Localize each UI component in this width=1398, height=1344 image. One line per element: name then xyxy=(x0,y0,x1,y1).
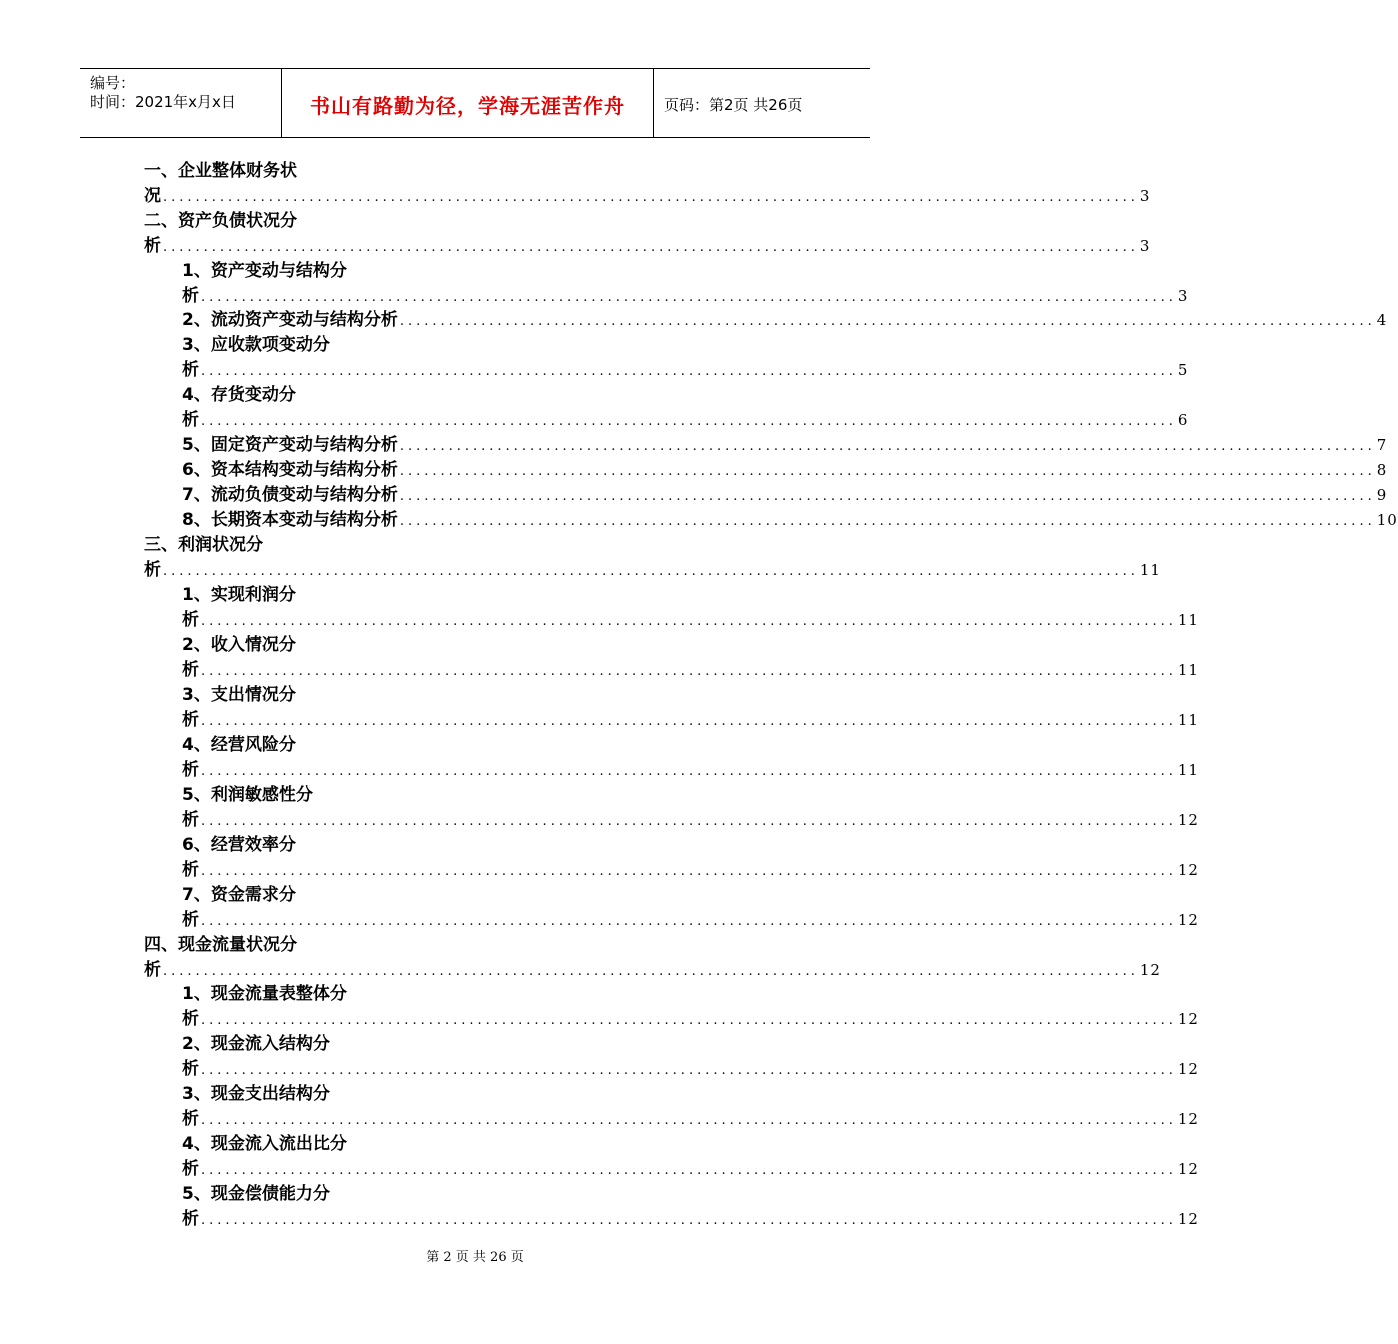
toc-page-number: 5 xyxy=(1177,361,1189,379)
toc-page-number: 11 xyxy=(1139,561,1161,579)
toc-entry-text: 析 xyxy=(182,760,199,780)
toc-leader-dots: ........................................................................................................................ xyxy=(163,564,1139,579)
toc-entry-text: 1、资产变动与结构分 xyxy=(182,261,347,281)
toc-page-number: 3 xyxy=(1139,237,1151,255)
toc-entry-text: 5、现金偿债能力分 xyxy=(182,1184,330,1204)
toc-page-number: 4 xyxy=(1376,311,1388,329)
toc-leader-dots: ........................................................................................................................ xyxy=(201,1013,1177,1028)
toc-entry-line xyxy=(144,185,1151,207)
toc-entry-line xyxy=(182,634,296,656)
toc-entry-line xyxy=(182,834,296,856)
toc-entry-text: 4、现金流入流出比分 xyxy=(182,1134,347,1154)
toc-entry-text: 1、实现利润分 xyxy=(182,585,296,605)
toc-entry-line xyxy=(182,359,1189,381)
date-label: 时间：2021年x月x日 xyxy=(90,93,236,111)
toc-page-number: 11 xyxy=(1177,761,1199,779)
toc-entry-line xyxy=(182,809,1199,831)
toc-entry-text: 析 xyxy=(182,1209,199,1229)
toc-leader-dots: ........................................................................................................................ xyxy=(201,290,1177,305)
toc-entry-text: 析 xyxy=(144,236,161,256)
toc-entry-line xyxy=(182,884,296,906)
toc-entry-text: 析 xyxy=(182,410,199,430)
motto-text: 书山有路勤为径，学海无涯苦作舟 xyxy=(310,94,625,118)
toc-entry-text: 析 xyxy=(182,660,199,680)
toc-entry-line xyxy=(182,659,1199,681)
toc-entry-line xyxy=(182,759,1199,781)
toc-entry-text: 析 xyxy=(182,860,199,880)
toc-entry-text: 1、现金流量表整体分 xyxy=(182,984,347,1004)
toc-entry-text: 6、经营效率分 xyxy=(182,835,296,855)
toc-entry-line xyxy=(182,1033,330,1055)
toc-entry-line xyxy=(182,709,1199,731)
toc-entry-line xyxy=(182,859,1199,881)
toc-page-number: 8 xyxy=(1376,461,1388,479)
toc-entry-text: 3、现金支出结构分 xyxy=(182,1084,330,1104)
toc-entry-text: 析 xyxy=(182,286,199,306)
toc-leader-dots: ........................................................................................................................ xyxy=(201,1113,1177,1128)
toc-page-number: 12 xyxy=(1177,1110,1199,1128)
toc-leader-dots: ........................................................................................................................ xyxy=(201,614,1177,629)
toc-entry-line xyxy=(182,1058,1199,1080)
toc-entry-line xyxy=(182,334,330,356)
toc-leader-dots: ........................................................................................................................ xyxy=(399,439,1376,454)
toc-page-number: 12 xyxy=(1177,1060,1199,1078)
toc-entry-text: 析 xyxy=(144,560,161,580)
toc-entry-text: 析 xyxy=(182,1009,199,1029)
toc-entry-line xyxy=(144,559,1161,581)
toc-leader-dots: ........................................................................................................................ xyxy=(201,414,1177,429)
toc-entry-line xyxy=(182,909,1199,931)
toc-entry-line xyxy=(182,484,1388,506)
toc-page-number: 7 xyxy=(1376,436,1388,454)
toc-page-number: 3 xyxy=(1177,287,1189,305)
toc-entry-line xyxy=(144,959,1161,981)
toc-entry-text: 析 xyxy=(182,1109,199,1129)
toc-entry-text: 3、应收款项变动分 xyxy=(182,335,330,355)
toc-leader-dots: ........................................................................................................................ xyxy=(201,914,1177,929)
toc-entry-line xyxy=(144,534,263,556)
toc-leader-dots: ........................................................................................................................ xyxy=(163,964,1139,979)
toc-page-number: 10 xyxy=(1376,511,1398,529)
toc-page-number: 12 xyxy=(1177,1010,1199,1028)
toc-page-number: 12 xyxy=(1177,911,1199,929)
toc-entry-line xyxy=(182,1158,1199,1180)
toc-entry-text: 析 xyxy=(182,1159,199,1179)
toc-page-number: 12 xyxy=(1139,961,1161,979)
toc-page-number: 11 xyxy=(1177,661,1199,679)
toc-entry-line xyxy=(182,734,296,756)
toc-entry-line xyxy=(144,934,297,956)
toc-entry-line xyxy=(182,509,1398,531)
toc-entry-text: 析 xyxy=(182,910,199,930)
toc-entry-line xyxy=(182,609,1199,631)
toc-entry-text: 5、利润敏感性分 xyxy=(182,785,313,805)
toc-entry-line xyxy=(182,1108,1199,1130)
serial-number-label: 编号： xyxy=(90,74,136,92)
toc-leader-dots: ........................................................................................................................ xyxy=(163,240,1139,255)
toc-entry-line xyxy=(182,459,1388,481)
toc-entry-line xyxy=(182,784,313,806)
toc-entry-text: 4、经营风险分 xyxy=(182,735,296,755)
toc-entry-text: 况 xyxy=(144,186,161,206)
toc-entry-line xyxy=(182,983,347,1005)
toc-entry-text: 二、资产负债状况分 xyxy=(144,211,297,231)
toc-entry-text: 4、存货变动分 xyxy=(182,385,296,405)
toc-leader-dots: ........................................................................................................................ xyxy=(399,489,1376,504)
toc-entry-line xyxy=(182,384,296,406)
toc-page-number: 12 xyxy=(1177,861,1199,879)
toc-page-number: 3 xyxy=(1139,187,1151,205)
toc-leader-dots: ........................................................................................................................ xyxy=(201,714,1177,729)
toc-page-number: 6 xyxy=(1177,411,1189,429)
toc-entry-text: 析 xyxy=(182,1059,199,1079)
toc-entry-line xyxy=(182,1183,330,1205)
toc-entry-line xyxy=(182,684,296,706)
toc-leader-dots: ........................................................................................................................ xyxy=(163,190,1139,205)
toc-leader-dots: ........................................................................................................................ xyxy=(201,664,1177,679)
toc-entry-text: 析 xyxy=(144,960,161,980)
toc-leader-dots: ........................................................................................................................ xyxy=(399,314,1376,329)
toc-entry-text: 2、流动资产变动与结构分析 xyxy=(182,310,398,330)
toc-leader-dots: ........................................................................................................................ xyxy=(201,1163,1177,1178)
toc-entry-line xyxy=(182,309,1388,331)
toc-entry-text: 析 xyxy=(182,610,199,630)
toc-entry-text: 2、收入情况分 xyxy=(182,635,296,655)
toc-leader-dots: ........................................................................................................................ xyxy=(201,364,1177,379)
header-page-info: 页码：第2页 共26页 xyxy=(664,96,803,114)
toc-entry-line xyxy=(182,1083,330,1105)
toc-entry-line xyxy=(144,210,297,232)
toc-entry-text: 2、现金流入结构分 xyxy=(182,1034,330,1054)
toc-page-number: 9 xyxy=(1376,486,1388,504)
toc-entry-text: 三、利润状况分 xyxy=(144,535,263,555)
toc-entry-text: 8、长期资本变动与结构分析 xyxy=(182,510,398,530)
toc-entry-text: 一、企业整体财务状 xyxy=(144,161,297,181)
toc-page-number: 12 xyxy=(1177,811,1199,829)
toc-leader-dots: ........................................................................................................................ xyxy=(201,814,1177,829)
toc-leader-dots: ........................................................................................................................ xyxy=(201,864,1177,879)
page-footer: 第 2 页 共 26 页 xyxy=(426,1250,524,1265)
toc-entry-text: 析 xyxy=(182,810,199,830)
toc-entry-text: 5、固定资产变动与结构分析 xyxy=(182,435,398,455)
toc-entry-line xyxy=(182,434,1388,456)
toc-entry-line xyxy=(144,160,297,182)
toc-entry-text: 6、资本结构变动与结构分析 xyxy=(182,460,398,480)
toc-leader-dots: ........................................................................................................................ xyxy=(201,1063,1177,1078)
toc-entry-text: 析 xyxy=(182,710,199,730)
toc-entry-line xyxy=(182,260,347,282)
toc-entry-text: 四、现金流量状况分 xyxy=(144,935,297,955)
toc-entry-line xyxy=(182,409,1189,431)
toc-leader-dots: ........................................................................................................................ xyxy=(201,1213,1177,1228)
toc-entry-text: 析 xyxy=(182,360,199,380)
toc-entry-line xyxy=(182,1008,1199,1030)
toc-page-number: 11 xyxy=(1177,711,1199,729)
toc-page-number: 12 xyxy=(1177,1210,1199,1228)
toc-entry-line xyxy=(182,584,296,606)
toc-leader-dots: ........................................................................................................................ xyxy=(201,764,1177,779)
toc-entry-text: 3、支出情况分 xyxy=(182,685,296,705)
toc-leader-dots: ........................................................................................................................ xyxy=(399,514,1376,529)
toc-entry-line xyxy=(182,1208,1199,1230)
toc-entry-line xyxy=(144,235,1151,257)
toc-leader-dots: ........................................................................................................................ xyxy=(399,464,1376,479)
toc-entry-line xyxy=(182,1133,347,1155)
toc-entry-line xyxy=(182,285,1189,307)
toc-entry-text: 7、资金需求分 xyxy=(182,885,296,905)
toc-page-number: 11 xyxy=(1177,611,1199,629)
toc-page-number: 12 xyxy=(1177,1160,1199,1178)
toc-entry-text: 7、流动负债变动与结构分析 xyxy=(182,485,398,505)
